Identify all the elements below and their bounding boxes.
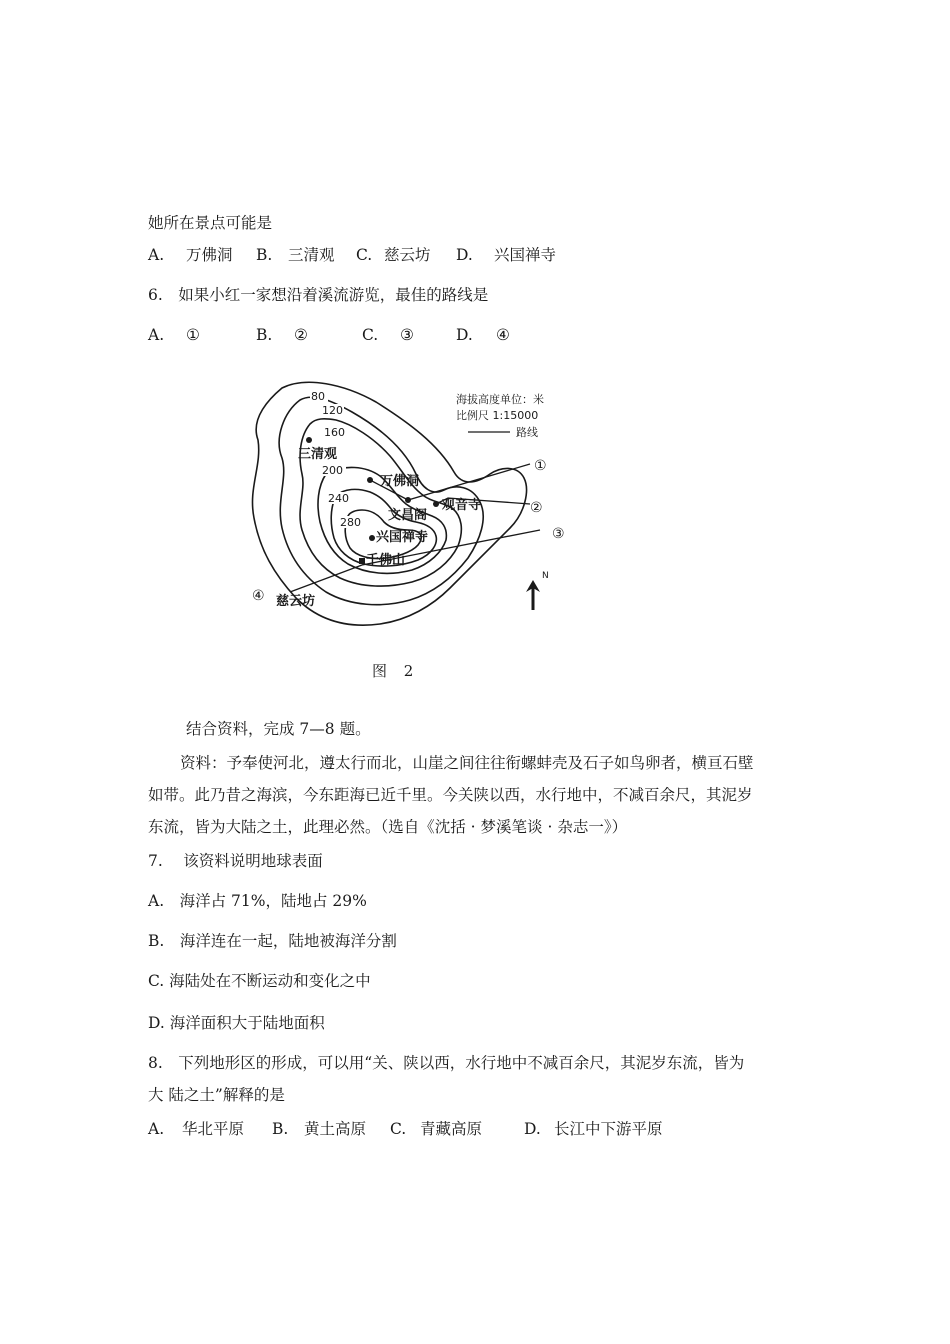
q5-label-a: A. — [148, 246, 165, 264]
q8-options — [148, 1118, 663, 1140]
q5-label-c: C. — [356, 246, 373, 264]
q6-options — [148, 324, 510, 346]
marker-wenchangge — [405, 497, 411, 503]
q5-option-d: 兴国禅寺 — [494, 246, 557, 264]
marker-wanfodong — [367, 477, 373, 483]
q8-label-d: D. — [524, 1120, 541, 1138]
q8-stem-line-2: 大 陆之土”解释的是 — [148, 1086, 285, 1104]
q7-option-b: B. 海洋连在一起，陆地被海洋分割 — [148, 932, 397, 950]
contour-label-120: 120 — [322, 404, 343, 417]
place-sanqingguan: 三清观 — [298, 447, 338, 462]
q6-label-c: C. — [362, 326, 379, 344]
legend-scale: 比例尺 1:15000 — [456, 409, 539, 422]
legend-unit: 海拔高度单位：米 — [456, 393, 544, 406]
q6-label-d: D. — [456, 326, 473, 344]
marker-xingguochansi — [369, 535, 375, 541]
q6-option-b: ② — [294, 326, 308, 344]
q8-label-c: C. — [390, 1120, 407, 1138]
q5-label-d: D. — [456, 246, 473, 264]
material-line-2: 如带。此乃昔之海滨，今东距海已近千里。今关陕以西，水行地中，不减百余尺，其泥岁 — [148, 786, 753, 804]
place-wenchangge: 文昌阁 — [388, 508, 428, 523]
q5-label-b: B. — [256, 246, 273, 264]
q5-options — [148, 244, 556, 266]
q8-option-a: 华北平原 — [182, 1120, 245, 1138]
q7-option-d: D. 海洋面积大于陆地面积 — [148, 1014, 325, 1032]
north-label: N — [542, 571, 549, 581]
q6-option-a: ① — [186, 326, 200, 344]
route-label-4: ④ — [252, 588, 265, 604]
marker-sanqingguan — [306, 437, 312, 443]
contour-label-280: 280 — [340, 516, 361, 529]
route-label-3: ③ — [552, 526, 565, 542]
q7-option-a: A. 海洋占 71%，陆地占 29% — [148, 892, 367, 910]
contour-label-80: 80 — [311, 390, 325, 403]
legend-route-label: 路线 — [516, 426, 538, 439]
contour-label-160: 160 — [324, 426, 345, 439]
q8-option-d: 长江中下游平原 — [554, 1120, 663, 1138]
q8-stem-line-1: 8. 下列地形区的形成，可以用“关、陕以西，水行地中不减百余尺，其泥岁东流，皆为 — [148, 1054, 745, 1072]
material-line-1: 资料：予奉使河北，遵太行而北，山崖之间往往衔螺蚌壳及石子如鸟卵者，横亘石壁 — [180, 754, 754, 772]
q5-option-a: 万佛洞 — [186, 246, 233, 264]
marker-qianfoshan — [359, 558, 365, 564]
q8-option-b: 黄土高原 — [304, 1120, 367, 1138]
q8-label-a: A. — [148, 1120, 165, 1138]
q5-option-c: 慈云坊 — [384, 246, 431, 264]
place-qianfoshan: 千佛山 — [366, 553, 406, 568]
figure-caption: 图 2 — [372, 662, 420, 680]
q6-label-a: A. — [148, 326, 165, 344]
q8-option-c: 青藏高原 — [420, 1120, 483, 1138]
q8-label-b: B. — [272, 1120, 289, 1138]
place-guanyinsi: 观音寺 — [442, 498, 482, 513]
q6-label-b: B. — [256, 326, 273, 344]
q6-option-d: ④ — [496, 326, 510, 344]
contour-label-240: 240 — [328, 492, 349, 505]
q6-option-c: ③ — [400, 326, 414, 344]
material-line-3: 东流，皆为大陆之土，此理必然。（选自《沈括 · 梦溪笔谈 · 杂志一》） — [148, 818, 628, 836]
route-label-2: ② — [530, 500, 543, 516]
q7-stem: 7. 该资料说明地球表面 — [148, 852, 323, 870]
place-ciyunfang: 慈云坊 — [276, 594, 316, 609]
place-wanfodong: 万佛洞 — [380, 474, 420, 489]
marker-guanyinsi — [433, 501, 439, 507]
q6-stem: 6. 如果小红一家想沿着溪流游览，最佳的路线是 — [148, 286, 489, 304]
north-arrow-icon — [526, 571, 549, 610]
contour-map — [240, 378, 580, 636]
contour-label-200: 200 — [322, 464, 343, 477]
q7-option-c: C. 海陆处在不断运动和变化之中 — [148, 972, 371, 990]
route-label-1: ① — [534, 458, 547, 474]
q5-option-b: 三清观 — [288, 246, 335, 264]
intro-text: 结合资料，完成 7—8 题。 — [186, 720, 371, 738]
place-xingguochansi: 兴国禅寺 — [376, 530, 429, 545]
q5-stem: 她所在景点可能是 — [148, 214, 273, 232]
